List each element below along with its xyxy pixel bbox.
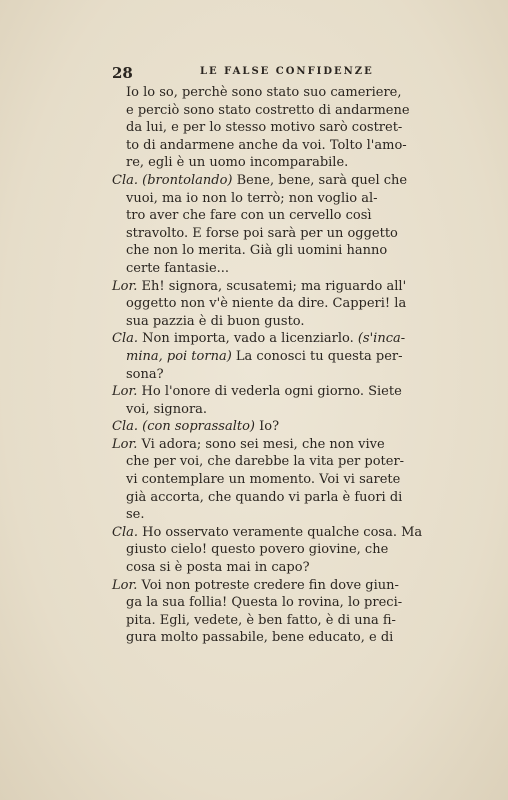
line-text: Vi adora; sono sei mesi, che non vive	[137, 436, 385, 452]
line-text: da lui, e per lo stesso motivo sarò costret-	[126, 120, 403, 136]
text-line	[112, 260, 456, 278]
text-line	[112, 348, 456, 366]
text-line	[112, 577, 456, 595]
text-line	[112, 471, 456, 489]
stage-direction: (brontolando)	[142, 172, 233, 188]
line-text: ga la sua follia! Questa lo rovina, lo preci-	[126, 595, 403, 611]
text-line	[112, 453, 456, 471]
text-line	[112, 102, 456, 120]
speaker-name: Cla.	[112, 524, 138, 540]
line-text: Ho osservato veramente qualche cosa. Ma	[138, 524, 423, 540]
text-line	[112, 489, 456, 507]
running-title: LE FALSE CONFIDENZE	[200, 66, 374, 77]
speaker-name: Cla.	[112, 172, 138, 188]
text-line	[112, 313, 456, 331]
line-text: certe fantasie...	[126, 260, 230, 276]
line-text: sona?	[126, 366, 164, 382]
line-text: gura molto passabile, bene educato, e di	[126, 630, 394, 646]
line-text: vi contemplare un momento. Voi vi sarete	[126, 472, 401, 488]
text-line	[112, 172, 456, 190]
text-line	[112, 278, 456, 296]
text-line	[112, 84, 456, 102]
text-line	[112, 436, 456, 454]
text-line	[112, 506, 456, 524]
speaker-name: Lor.	[112, 577, 138, 593]
text-line	[112, 295, 456, 313]
dialogue-text	[112, 84, 456, 647]
line-text: voi, signora.	[126, 401, 208, 417]
line-text: se.	[126, 507, 145, 523]
speaker-name: Lor.	[112, 436, 138, 452]
line-text: Eh! signora, scusatemi; ma riguardo all'	[137, 278, 407, 294]
text-line	[112, 137, 456, 155]
page-number: 28	[112, 64, 133, 82]
speaker-name: Lor.	[112, 384, 138, 400]
line-text: Ho l'onore di vederla ogni giorno. Siete	[137, 384, 402, 400]
line-text: già accorta, che quando vi parla è fuori di	[126, 489, 403, 505]
text-line	[112, 207, 456, 225]
text-line	[112, 154, 456, 172]
text-line	[112, 225, 456, 243]
text-line	[112, 366, 456, 384]
stage-direction: (con soprassalto)	[142, 419, 255, 435]
line-text: Non importa, vado a licenziarlo.	[138, 331, 358, 347]
text-line	[112, 330, 456, 348]
line-text: Io?	[254, 419, 280, 435]
speaker-name: Cla.	[112, 419, 138, 435]
text-line	[112, 524, 456, 542]
text-line	[112, 190, 456, 208]
line-text: Voi non potreste credere fin dove giun-	[137, 577, 399, 593]
stage-direction: (s'inca-	[357, 331, 406, 347]
line-text: che per voi, che darebbe la vita per poter-	[126, 454, 405, 470]
speaker-name: Lor.	[112, 278, 138, 294]
line-text: vuoi, ma io non lo terrò; non voglio al-	[126, 190, 378, 206]
text-line	[112, 418, 456, 436]
line-text: stravolto. E forse poi sarà per un oggetto	[126, 225, 398, 241]
line-text: oggetto non v'è niente da dire. Capperi! la	[126, 296, 407, 312]
text-line	[112, 612, 456, 630]
speaker-name: Cla.	[112, 331, 138, 347]
line-text: tro aver che fare con un cervello così	[126, 208, 372, 224]
text-line	[112, 629, 456, 647]
text-line	[112, 594, 456, 612]
text-line	[112, 401, 456, 419]
line-text: sua pazzia è di buon gusto.	[126, 313, 305, 329]
text-line	[112, 119, 456, 137]
line-text: to di andarmene anche da voi. Tolto l'amo-	[126, 137, 407, 153]
line-text: e perciò sono stato costretto di andarmene	[126, 102, 410, 118]
text-line	[112, 383, 456, 401]
line-text: Io lo so, perchè sono stato suo cameriere,	[126, 85, 402, 100]
line-text: Bene, bene, sarà quel che	[232, 172, 408, 188]
line-text: che non lo merita. Già gli uomini hanno	[126, 243, 388, 259]
text-line	[112, 559, 456, 577]
page-header	[112, 64, 452, 84]
line-text: re, egli è un uomo incomparabile.	[126, 155, 349, 171]
stage-direction: mina, poi torna)	[126, 348, 232, 364]
line-text: pita. Egli, vedete, è ben fatto, è di una fi-	[126, 612, 396, 628]
line-text: giusto cielo! questo povero giovine, che	[126, 542, 389, 558]
line-text: La conosci tu questa per-	[231, 348, 403, 364]
text-line	[112, 541, 456, 559]
line-text: cosa si è posta mai in capo?	[126, 560, 310, 576]
text-line	[112, 242, 456, 260]
